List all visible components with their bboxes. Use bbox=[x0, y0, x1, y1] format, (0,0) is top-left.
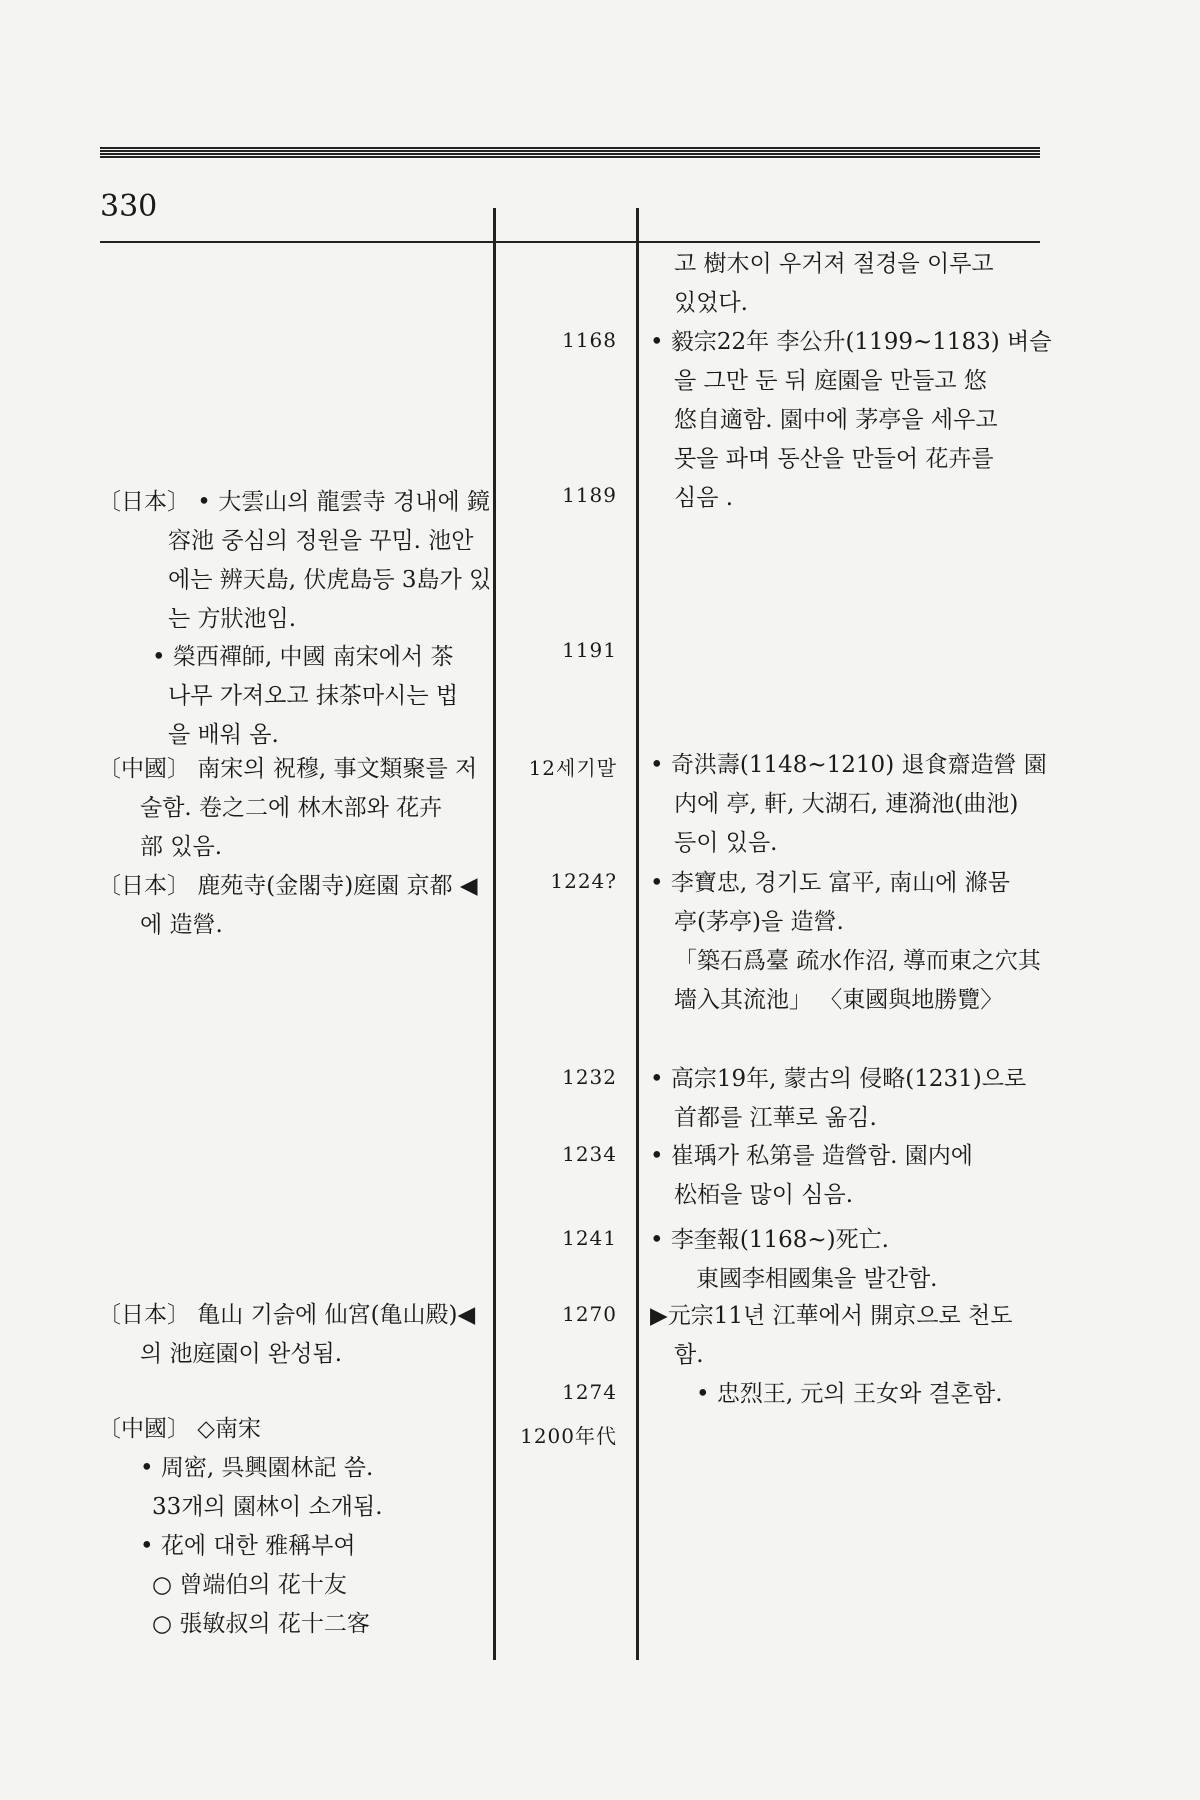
entry-line: 首都를 江華로 옮김. bbox=[674, 1105, 877, 1131]
year-label: 1200年代 bbox=[520, 1424, 617, 1448]
entry-line: 등이 있음. bbox=[674, 830, 778, 856]
entry-line: 墻入其流池」 〈東國與地勝覽〉 bbox=[674, 987, 1004, 1013]
header-baseline-rule bbox=[100, 241, 1040, 243]
entry-line: • 崔瑀가 私第를 造營함. 園内에 bbox=[650, 1143, 973, 1169]
entry-line: 33개의 園林이 소개됨. bbox=[152, 1494, 383, 1520]
year-label: 1224? bbox=[550, 869, 617, 893]
world-event-entry bbox=[98, 1410, 383, 1644]
header-double-rule bbox=[100, 147, 1040, 159]
year-label: 1191 bbox=[562, 638, 617, 662]
entry-line: 松栢을 많이 심음. bbox=[674, 1182, 854, 1208]
year-label: 1274 bbox=[562, 1380, 617, 1404]
entry-line: • 李奎報(1168~)死亡. bbox=[650, 1227, 889, 1253]
world-event-entry bbox=[98, 1296, 475, 1374]
year-label: 12세기말 bbox=[528, 756, 617, 780]
entry-line: • 高宗19年, 蒙古의 侵略(1231)으로 bbox=[650, 1066, 1027, 1092]
year-label: 1241 bbox=[562, 1226, 617, 1250]
page-number: 330 bbox=[100, 189, 158, 224]
entry-line: 部 있음. bbox=[140, 834, 223, 860]
year-label: 1270 bbox=[562, 1302, 617, 1326]
entry-line: 〔日本〕 鹿苑寺(金閣寺)庭園 京都 ◀ bbox=[98, 873, 478, 899]
entry-line: 못을 파며 동산을 만들어 花卉를 bbox=[674, 446, 994, 472]
entry-line: • 榮西禪師, 中國 南宋에서 茶 bbox=[152, 644, 454, 670]
korea-event-entry bbox=[650, 323, 1052, 518]
korea-event-entry bbox=[650, 245, 994, 323]
column-divider-left bbox=[493, 208, 496, 1660]
entry-line: 〔日本〕 亀山 기슭에 仙宮(亀山殿)◀ bbox=[98, 1302, 476, 1328]
year-label: 1234 bbox=[562, 1142, 617, 1166]
entry-line: 容池 중심의 정원을 꾸밈. 池안 bbox=[168, 528, 474, 554]
korea-event-entry bbox=[650, 1375, 1003, 1414]
entry-line: 亭(茅亭)을 造營. bbox=[674, 909, 844, 935]
entry-line: 을 그만 둔 뒤 庭園을 만들고 悠 bbox=[674, 368, 987, 394]
entry-line: 에 造營. bbox=[140, 912, 223, 938]
column-divider-right bbox=[636, 208, 639, 1660]
world-event-entry bbox=[98, 483, 491, 639]
world-event-entry bbox=[98, 750, 477, 867]
entry-line: • 毅宗22年 李公升(1199~1183) 벼슬 bbox=[650, 329, 1052, 355]
korea-event-entry bbox=[650, 864, 1041, 1020]
korea-event-entry bbox=[650, 1060, 1026, 1138]
entry-line: 나무 가져오고 抹茶마시는 법 bbox=[168, 683, 459, 709]
entry-line: 「築石爲臺 疏水作沼, 導而東之穴其 bbox=[674, 948, 1041, 974]
entry-line: ○ 張敏叔의 花十二客 bbox=[152, 1611, 370, 1637]
entry-line: 〔中國〕 南宋의 祝穆, 事文類聚를 저 bbox=[98, 756, 478, 782]
world-event-entry bbox=[98, 638, 458, 755]
entry-line: 悠自適함. 園中에 茅亭을 세우고 bbox=[674, 407, 998, 433]
year-label: 1232 bbox=[562, 1065, 617, 1089]
entry-line: ▶元宗11년 江華에서 開京으로 천도 bbox=[650, 1303, 1013, 1329]
entry-line: 심음 . bbox=[674, 485, 734, 511]
entry-line: • 李寶忠, 경기도 富平, 南山에 滌뭄 bbox=[650, 870, 1010, 896]
entry-line: 술함. 卷之二에 林木部와 花卉 bbox=[140, 795, 443, 821]
korea-event-entry bbox=[650, 1297, 1012, 1375]
entry-line: ○ 曾端伯의 花十友 bbox=[152, 1572, 347, 1598]
entry-line: 에는 辨天島, 伏虎島등 3島가 있 bbox=[168, 567, 492, 593]
korea-event-entry bbox=[650, 1137, 973, 1215]
korea-event-entry bbox=[650, 1221, 938, 1299]
entry-line: • 周密, 呉興園林記 씀. bbox=[140, 1455, 374, 1481]
entry-line: • 奇洪壽(1148~1210) 退食齋造營 園 bbox=[650, 752, 1047, 778]
year-label: 1189 bbox=[562, 483, 617, 507]
entry-line: 〔中國〕 ◇南宋 bbox=[98, 1416, 261, 1442]
entry-line: 東國李相國集을 발간함. bbox=[696, 1266, 938, 1292]
entry-line: 〔日本〕 • 大雲山의 龍雲寺 경내에 鏡 bbox=[98, 489, 490, 515]
entry-line: 内에 亭, 軒, 大湖石, 連漪池(曲池) bbox=[674, 791, 1019, 817]
entry-line: 는 方狀池임. bbox=[168, 606, 297, 632]
entry-line: 의 池庭園이 완성됨. bbox=[140, 1341, 343, 1367]
entry-line: 함. bbox=[674, 1342, 704, 1368]
world-event-entry bbox=[98, 867, 478, 945]
year-label: 1168 bbox=[562, 328, 617, 352]
entry-line: 있었다. bbox=[674, 290, 748, 316]
korea-event-entry bbox=[650, 746, 1047, 863]
entry-line: 고 樹木이 우거져 절경을 이루고 bbox=[674, 251, 994, 277]
entry-line: 을 배워 옴. bbox=[168, 722, 279, 748]
entry-line: • 花에 대한 雅稱부여 bbox=[140, 1533, 356, 1559]
entry-line: • 忠烈王, 元의 王女와 결혼함. bbox=[696, 1381, 1003, 1407]
